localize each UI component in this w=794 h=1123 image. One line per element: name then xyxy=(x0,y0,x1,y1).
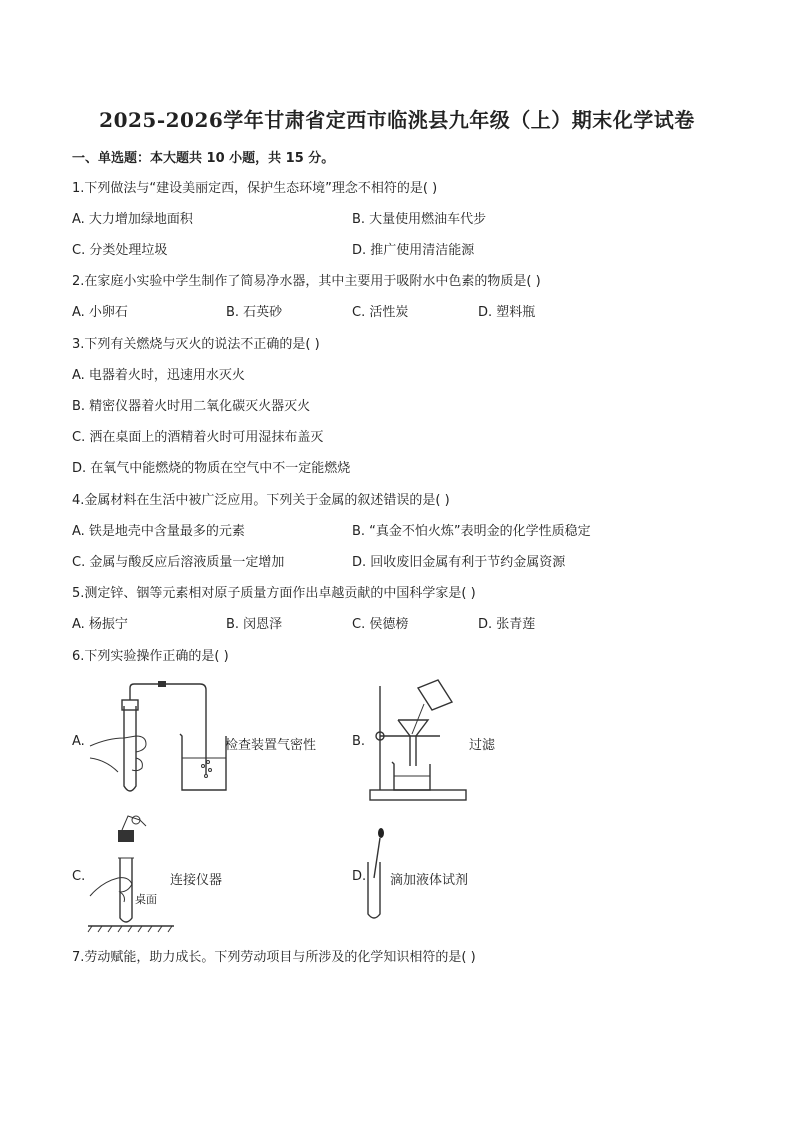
question-4-option-b: B. “真金不怕火炼”表明金的化学性质稳定 xyxy=(352,524,591,539)
question-1-option-b: B. 大量使用燃油车代步 xyxy=(352,212,487,227)
question-5-stem: 5.测定锌、铟等元素相对原子质量方面作出卓越贡献的中国科学家是( ) xyxy=(72,586,476,601)
figure-connecting-apparatus xyxy=(88,812,178,934)
figure-airtightness-check xyxy=(88,676,228,801)
question-2-stem: 2.在家庭小实验中学生制作了简易净水器，其中主要用于吸附水中色素的物质是( ) xyxy=(72,274,541,289)
question-4-option-c: C. 金属与酸反应后溶液质量一定增加 xyxy=(72,555,285,570)
question-3-option-d: D. 在氧气中能燃烧的物质在空气中不一定能燃烧 xyxy=(72,461,351,476)
question-6-caption-c: 连接仪器 xyxy=(170,873,223,888)
question-5-option-c: C. 侯德榜 xyxy=(352,617,409,632)
question-6-option-d-label: D. xyxy=(352,869,367,884)
question-6-option-b-label: B. xyxy=(352,734,366,749)
question-6-caption-a: 检查装置气密性 xyxy=(225,738,317,753)
question-3-option-c: C. 洒在桌面上的酒精着火时可用湿抹布盖灭 xyxy=(72,430,324,445)
question-2-option-b: B. 石英砂 xyxy=(226,305,283,320)
question-3-stem: 3.下列有关燃烧与灭火的说法不正确的是( ) xyxy=(72,337,320,352)
question-5-option-d: D. 张青莲 xyxy=(478,617,536,632)
question-3-option-a: A. 电器着火时，迅速用水灭火 xyxy=(72,368,245,383)
question-6-option-a-label: A. xyxy=(72,734,85,749)
question-4-option-d: D. 回收废旧金属有利于节约金属资源 xyxy=(352,555,566,570)
question-6-stem: 6.下列实验操作正确的是( ) xyxy=(72,649,229,664)
figure-dropper xyxy=(360,828,390,922)
question-6-option-c-label: C. xyxy=(72,869,86,884)
question-1-option-d: D. 推广使用清洁能源 xyxy=(352,243,475,258)
question-7-stem: 7.劳动赋能，助力成长。下列劳动项目与所涉及的化学知识相符的是( ) xyxy=(72,950,476,965)
question-6-caption-b: 过滤 xyxy=(469,738,496,753)
question-4-option-a: A. 铁是地壳中含量最多的元素 xyxy=(72,524,245,539)
question-2-option-a: A. 小卵石 xyxy=(72,305,128,320)
table-label: 桌面 xyxy=(135,893,157,906)
section-heading: 一、单选题：本大题共 10 小题，共 15 分。 xyxy=(72,151,335,166)
question-2-option-d: D. 塑料瓶 xyxy=(478,305,536,320)
figure-filtration xyxy=(366,678,476,804)
question-1-option-c: C. 分类处理垃圾 xyxy=(72,243,168,258)
question-1-option-a: A. 大力增加绿地面积 xyxy=(72,212,193,227)
question-5-option-a: A. 杨振宁 xyxy=(72,617,128,632)
question-6-caption-d: 滴加液体试剂 xyxy=(390,873,469,888)
question-1-stem: 1.下列做法与“建设美丽定西，保护生态环境”理念不相符的是( ) xyxy=(72,181,438,196)
page-title: 2025-2026学年甘肃省定西市临洮县九年级（上）期末化学试卷 xyxy=(99,108,695,132)
question-2-option-c: C. 活性炭 xyxy=(352,305,409,320)
question-4-stem: 4.金属材料在生活中被广泛应用。下列关于金属的叙述错误的是( ) xyxy=(72,493,450,508)
question-3-option-b: B. 精密仪器着火时用二氧化碳灭火器灭火 xyxy=(72,399,311,414)
question-5-option-b: B. 闵恩泽 xyxy=(226,617,283,632)
